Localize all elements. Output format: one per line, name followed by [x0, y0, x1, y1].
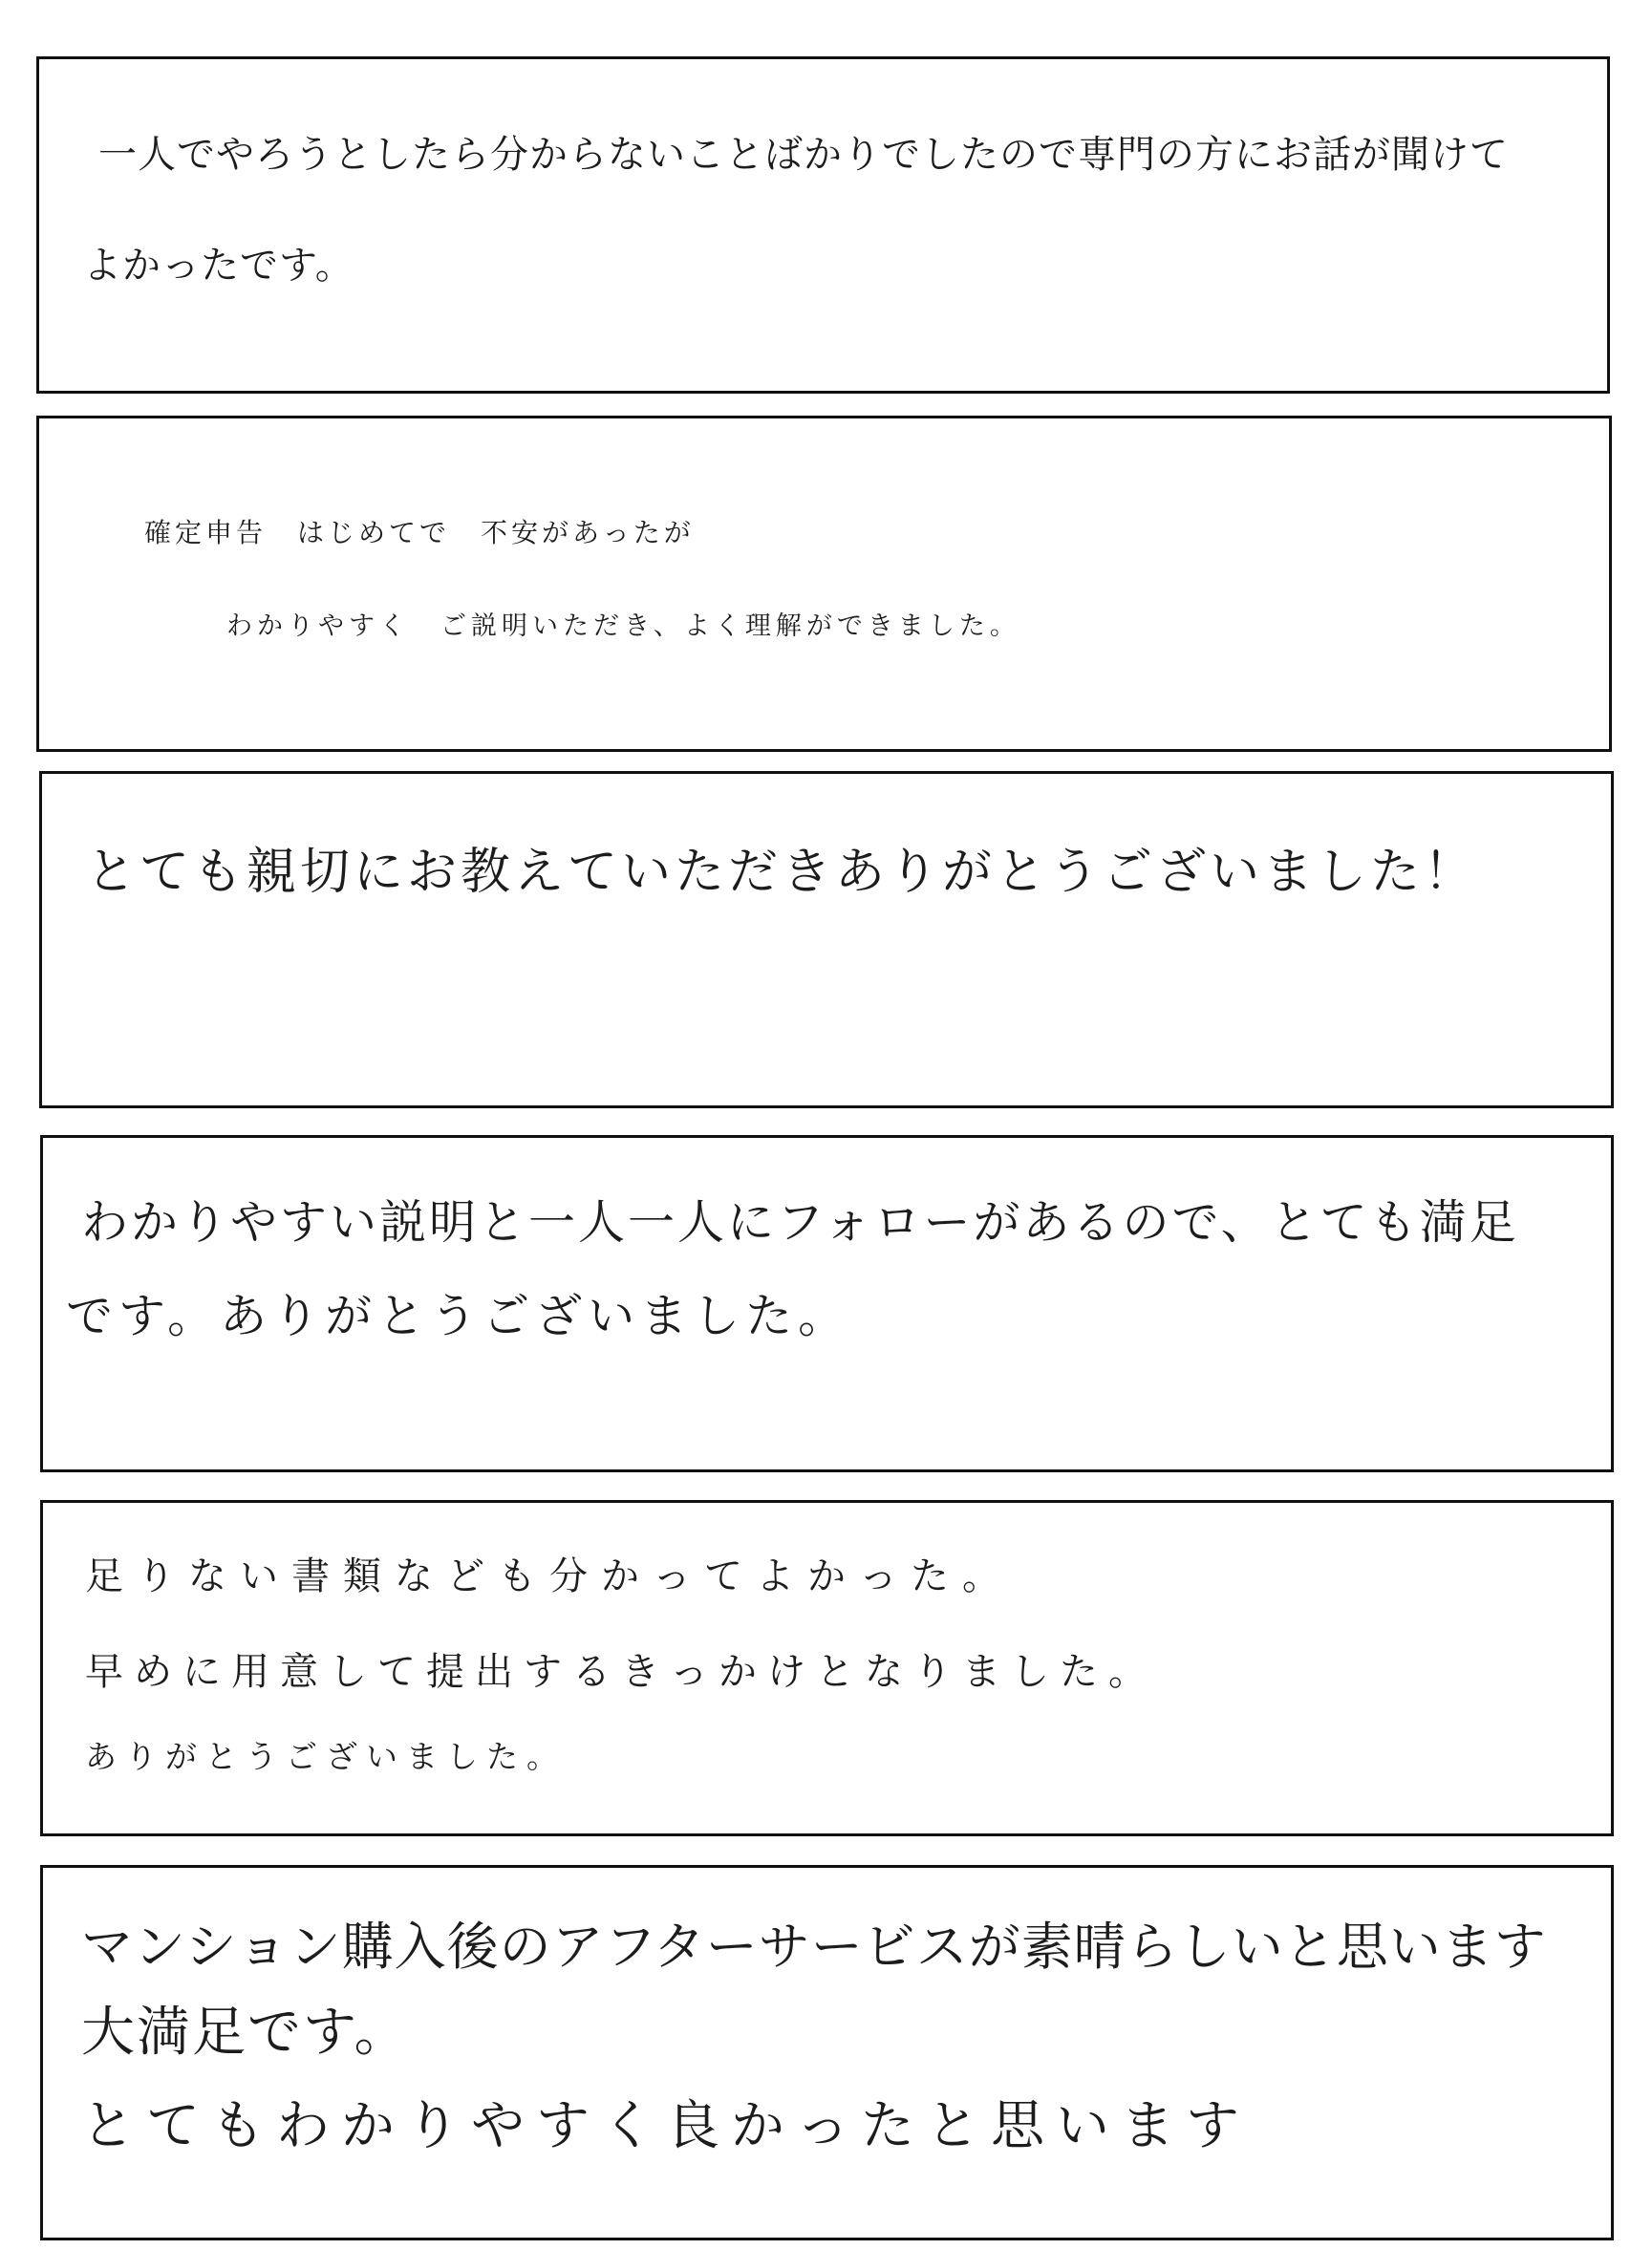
- comment-line: 足りない書類なども分かってよかった。: [85, 1554, 1014, 1598]
- comment-card-5: [40, 1500, 1614, 1836]
- comment-line: わかりやすい説明と一人一人にフォローがあるので、とても満足: [81, 1195, 1519, 1250]
- comment-line: とても親切にお教えていただきありがとうございました！: [86, 844, 1478, 901]
- comment-line: とてもわかりやすく良かったと思います: [81, 2095, 1251, 2157]
- comment-card-3: [39, 771, 1614, 1108]
- comment-card-1: [36, 56, 1610, 394]
- comment-line: 一人でやろうとしたら分からないことばかりでしたので専門の方にお話が聞けて: [98, 133, 1509, 177]
- comment-line: 大満足です。: [81, 2002, 410, 2064]
- comment-line: です。ありがとうございました。: [66, 1289, 851, 1343]
- comment-line: ありがとうございました。: [85, 1738, 567, 1775]
- comment-line: 早めに用意して提出するきっかけとなりました。: [85, 1650, 1157, 1694]
- comment-line: よかったです。: [83, 244, 354, 288]
- comment-line: マンション購入後のアフターサービスが素晴らしいと思います: [81, 1917, 1547, 1977]
- comment-card-6: [40, 1865, 1614, 2240]
- comment-line: わかりやすく ご説明いただき、よく理解ができました。: [226, 611, 1020, 641]
- comment-card-4: [40, 1135, 1614, 1472]
- comment-line: 確定申告 はじめてで 不安があったが: [144, 517, 695, 548]
- comment-card-2: [36, 416, 1612, 752]
